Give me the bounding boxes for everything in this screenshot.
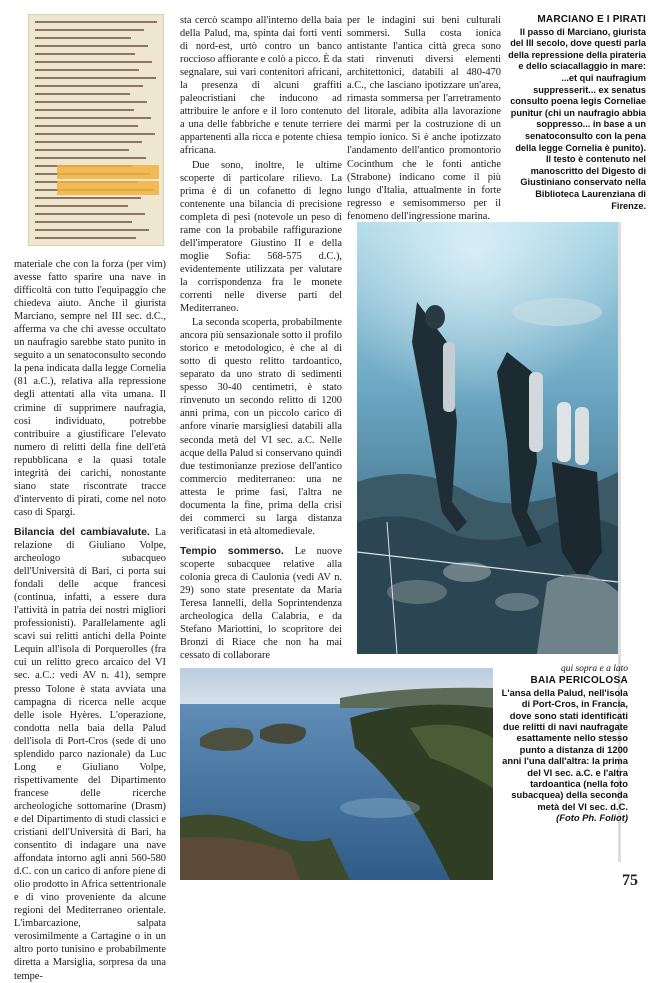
sidebar-body: Il passo di Marciano, giurista del III secolo, dove questi parla della repressione della pirateria e dello sciacallaggio in mare: ...et qui naufragium suppresserit... ex senatus consulto poena legis Corneliae punitur (chi un naufragio abbia soppresso... in base a un senatoconsulto con la pena della legge Cornelia è punito). Il testo è contenuto nel manoscritto del Digesto di Giustiniano conservato nella Biblioteca Laurenziana di Firenze. <box>508 26 646 211</box>
manuscript-script-line <box>35 77 156 79</box>
caption-label: qui sopra e a lato <box>560 664 628 674</box>
column-2-paragraph-3: La seconda scoperta, probabilmente ancora più sensazionale sotto il profilo storico e metodologico, è che al di sotto di questo relitto tardoantico, separato da uno strato di sedimenti spesso 30-40 centimetri, è stato rinvenuto un secondo relitto di 1200 anni prima, con un piccolo carico di anfore vinarie marsigliesi databili alla seconda metà del VI sec. a.C. Nelle acque della Palud si conservano quindi due testimonianze preziose dell'antico commercio mediterraneo: una ne attesta le prime fasi, l'altra ne documenta la fine, prima della crisi dei commerci su larga distanza verificatasi in età altomedievale. <box>180 317 342 537</box>
manuscript-script-line <box>35 205 128 207</box>
manuscript-script-line <box>35 149 129 151</box>
underwater-photo-graphic <box>357 222 618 654</box>
page-number: 75 <box>622 872 638 889</box>
caption-title: BAIA PERICOLOSA <box>530 675 628 687</box>
manuscript-script-line <box>35 197 141 199</box>
section-tempio <box>180 545 342 662</box>
manuscript-script-line <box>35 29 144 31</box>
section-text-tempio: Le nuove scoperte subacquee relative alla colonia greca di Caulonia (vedi AV n. 29) sono state presentate da Maria Teresa Iannelli, della Soprintendenza archeologica della Calabria, e da Stefano Mariottini, lo scopritore dei Bronzi di Riace che non ha mai cessato di collaborare <box>180 545 342 662</box>
manuscript-script-line <box>35 37 131 39</box>
manuscript-script-line <box>35 69 139 71</box>
column-2-paragraph-1: sta cercò scampo all'interno della baia della Palud, ma, spinta dai forti venti di nord-est, urtò contro un banco roccioso affiorante e colò a picco. È da segnalare, sui vari contenitori africani, la presenza di alcuni graffiti paleocristiani che inducono ad attribuire le anfore e il loro contenuto a una delle fabbriche e tenute terriere appartenenti alla ricca e potente chiesa africana. <box>180 15 342 157</box>
section-bilancia <box>14 526 166 983</box>
section-title-tempio: Tempio sommerso. <box>180 544 284 557</box>
manuscript-script-line <box>35 45 148 47</box>
manuscript-script-line <box>35 141 142 143</box>
manuscript-script-line <box>35 93 130 95</box>
column-2 <box>180 14 342 664</box>
manuscript-script-line <box>35 221 132 223</box>
manuscript-script-line <box>35 21 157 23</box>
column-1-paragraph: materiale che con la forza (per vim) avesse fatto sparire una nave in difficoltà con tutto l'equipaggio che chiedeva aiuto. Anche il giurista Marciano, sempre nel III sec. d.C., afferma va che chi avesse occultato un naufragio sarebbe stato punito in seguito a un senatoconsulto secondo la pena indicata dalla legge Cornelia (81 a.C.), relativa alla repressione degli attentati alla vita umana. Il crimine di supprimere naufragia, così individuato, potrebbe contribuire a giustificare l'elevato numero di relitti della fine dell'età repubblicana e la quasi totale integrità dei carichi, nonostante siano state riscontrate tracce d'intervento di pirati, come nel noto caso di Spargi. <box>14 259 166 518</box>
column-1 <box>14 258 166 982</box>
column-3-paragraph: per le indagini sui beni culturali sommersi. Sulla costa ionica antistante l'antica città greca sono stati rinvenuti diversi elementi architettonici, databili al 480-470 a.C., che lasciano ipotizzare un'area, rimasta sommersa per l'arretramento del litorale, adibita alla lavorazione dei marmi per la costruzione di un tempio ionico. Si è anche ipotizzato l'andamento dell'antico promontorio Cocinthum che le fonti antiche (Strabone) indicano come il più lungo d'Italia, attualmente in forte regresso e semisommerso per il fenomeno dell'ingressione marina. <box>347 15 501 222</box>
manuscript-highlight <box>57 165 159 179</box>
manuscript-script-line <box>35 117 151 119</box>
photo-caption <box>500 664 628 824</box>
sidebar-marciano <box>508 14 646 210</box>
manuscript-script-line <box>35 109 134 111</box>
caption-body: L'ansa della Palud, nell'isola di Port-Cros, in Francia, dove sono stati identificati due relitti di navi naufragate esattamente nello stesso punto a distanza di 1200 anni l'una dall'altra: la prima del VI sec. a.C. e l'altra tardoantica (nella foto subacquea) della seconda metà del VI sec. d.C. <box>501 686 628 812</box>
sidebar-title: MARCIANO E I PIRATI <box>537 14 646 25</box>
manuscript-script-line <box>35 125 138 127</box>
manuscript-script-line <box>35 101 147 103</box>
manuscript-highlight <box>57 181 159 195</box>
manuscript-script-line <box>35 213 145 215</box>
section-text-bilancia: La relazione di Giuliano Volpe, archeologo subacqueo dell'Università di Bari, ci porta sui fondali delle acque francesi (continua, infatti, a essere dura l'attività in patria dei nostri migliori professionisti). Parallelamente agli scavi sui relitti antichi della Pointe Lequin all'isola di Porquerolles (fra cui un relitto greco arcaico del VI sec. a.C.: vedi AV n. 41), sempre presso Tolone è stata avviata una campagna di ricerca nelle acque delle isole Hyères. L'operazione, condotta nella baia della Palud dell'isola di Port-Cros (sede di uno splendido parco nazionale) da Luc Long e Giuliano Volpe, rispettivamente del Dipartimento francese delle ricerche archeologiche sottomarine (Drasm) e del Dipartimento di studi classici e cristiani dell'Università di Bari, ha consentito di indagare una nave affondata intorno agli anni 560-580 d.C. con un carico di anfore piene di olio prodotto in Africa settentrionale e di vino proveniente da alcune regioni del Mediterraneo orientale. L'imbarcazione, salpata verosimilmente a Cartagine o in un altro porto tunisino e probabilmente diretta a Marsiglia, sorpresa da una tempe- <box>14 526 166 982</box>
bay-photo <box>180 668 493 880</box>
column-3 <box>347 14 501 222</box>
manuscript-script-line <box>35 157 146 159</box>
section-title-bilancia: Bilancia del cambiavalute. <box>14 525 150 538</box>
manuscript-script-line <box>35 53 135 55</box>
manuscript-script-line <box>35 61 152 63</box>
underwater-photo <box>357 222 618 654</box>
manuscript-script-line <box>35 85 143 87</box>
manuscript-script-line <box>35 133 155 135</box>
column-2-paragraph-2: Due sono, inoltre, le ultime scoperte di particolare rilievo. La prima è di un cofanetto di legno contenente una bilancia di precisione completa di pesi (notevole un peso di rame con la probabile raffigurazione dell'imperatore Giustino II e della moglie Sofia: 568-575 d.C.), evidentemente utilizzata per valutare la corrispondenza fra le monete correnti nelle diverse parti del Mediterraneo. <box>180 159 342 315</box>
manuscript-image <box>28 14 164 246</box>
bay-photo-graphic <box>180 668 493 880</box>
manuscript-script-line <box>35 229 149 231</box>
manuscript-script-line <box>35 237 136 239</box>
caption-credit: (Foto Ph. Foliot) <box>556 812 628 824</box>
